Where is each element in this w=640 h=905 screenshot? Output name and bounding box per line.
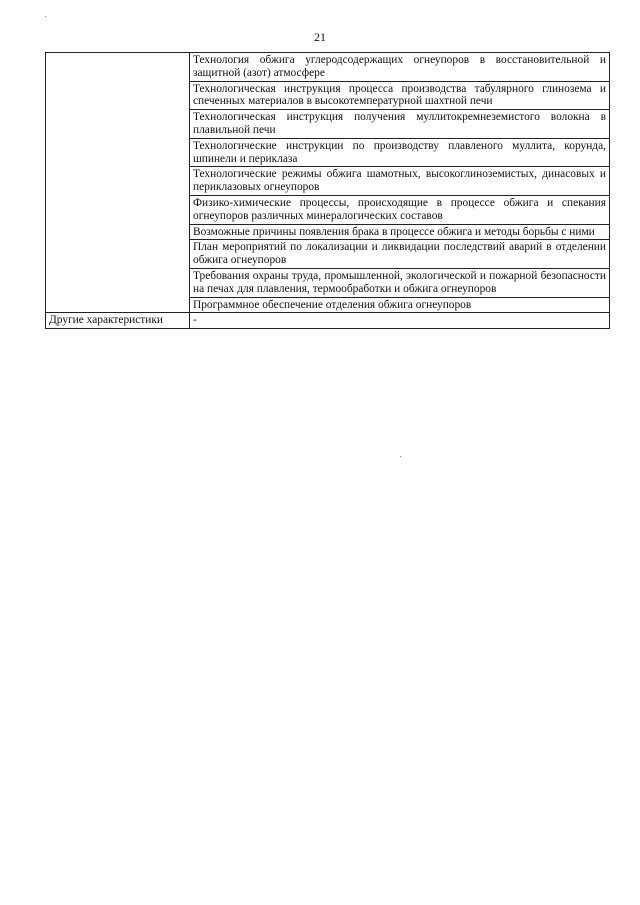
table-cell: План мероприятий по локализации и ликвидации последствий аварий в отделении обжига огнеупоров: [190, 240, 610, 269]
table-cell: Возможные причины появления брака в процессе обжига и методы борьбы с ними: [190, 224, 610, 240]
table-cell: Технологические инструкции по производству плавленого муллита, корунда, шпинели и периклаза: [190, 138, 610, 167]
table-row: [46, 313, 610, 329]
table-cell: Технологические режимы обжига шамотных, высокоглиноземистых, динасовых и периклазовых огнеупоров: [190, 167, 610, 196]
table-cell: Технологическая инструкция получения муллитокремнеземистого волокна в плавильной печи: [190, 110, 610, 139]
table-row: [46, 53, 610, 82]
table-cell: Физико-химические процессы, происходящие в процессе обжига и спекания огнеупоров различных минералогических составов: [190, 195, 610, 224]
table-cell: Технологическая инструкция процесса производства табулярного глинозема и спеченных материалов в высокотемпературной шахтной печи: [190, 81, 610, 110]
page-number: 21: [314, 30, 326, 44]
requirements-table: [45, 52, 610, 329]
other-characteristics-label: Другие характеристики: [46, 313, 190, 329]
scan-speck: [400, 456, 401, 457]
empty-label-cell: [46, 53, 190, 313]
other-characteristics-value: -: [190, 313, 610, 329]
scan-speck: [45, 16, 46, 17]
table-cell: Требования охраны труда, промышленной, экологической и пожарной безопасности на печах для плавления, термообработки и обжига огнеупоров: [190, 268, 610, 297]
table-cell: Технология обжига углеродсодержащих огнеупоров в восстановительной и защитной (азот) атмосфере: [190, 53, 610, 82]
table-cell: Программное обеспечение отделения обжига огнеупоров: [190, 297, 610, 313]
